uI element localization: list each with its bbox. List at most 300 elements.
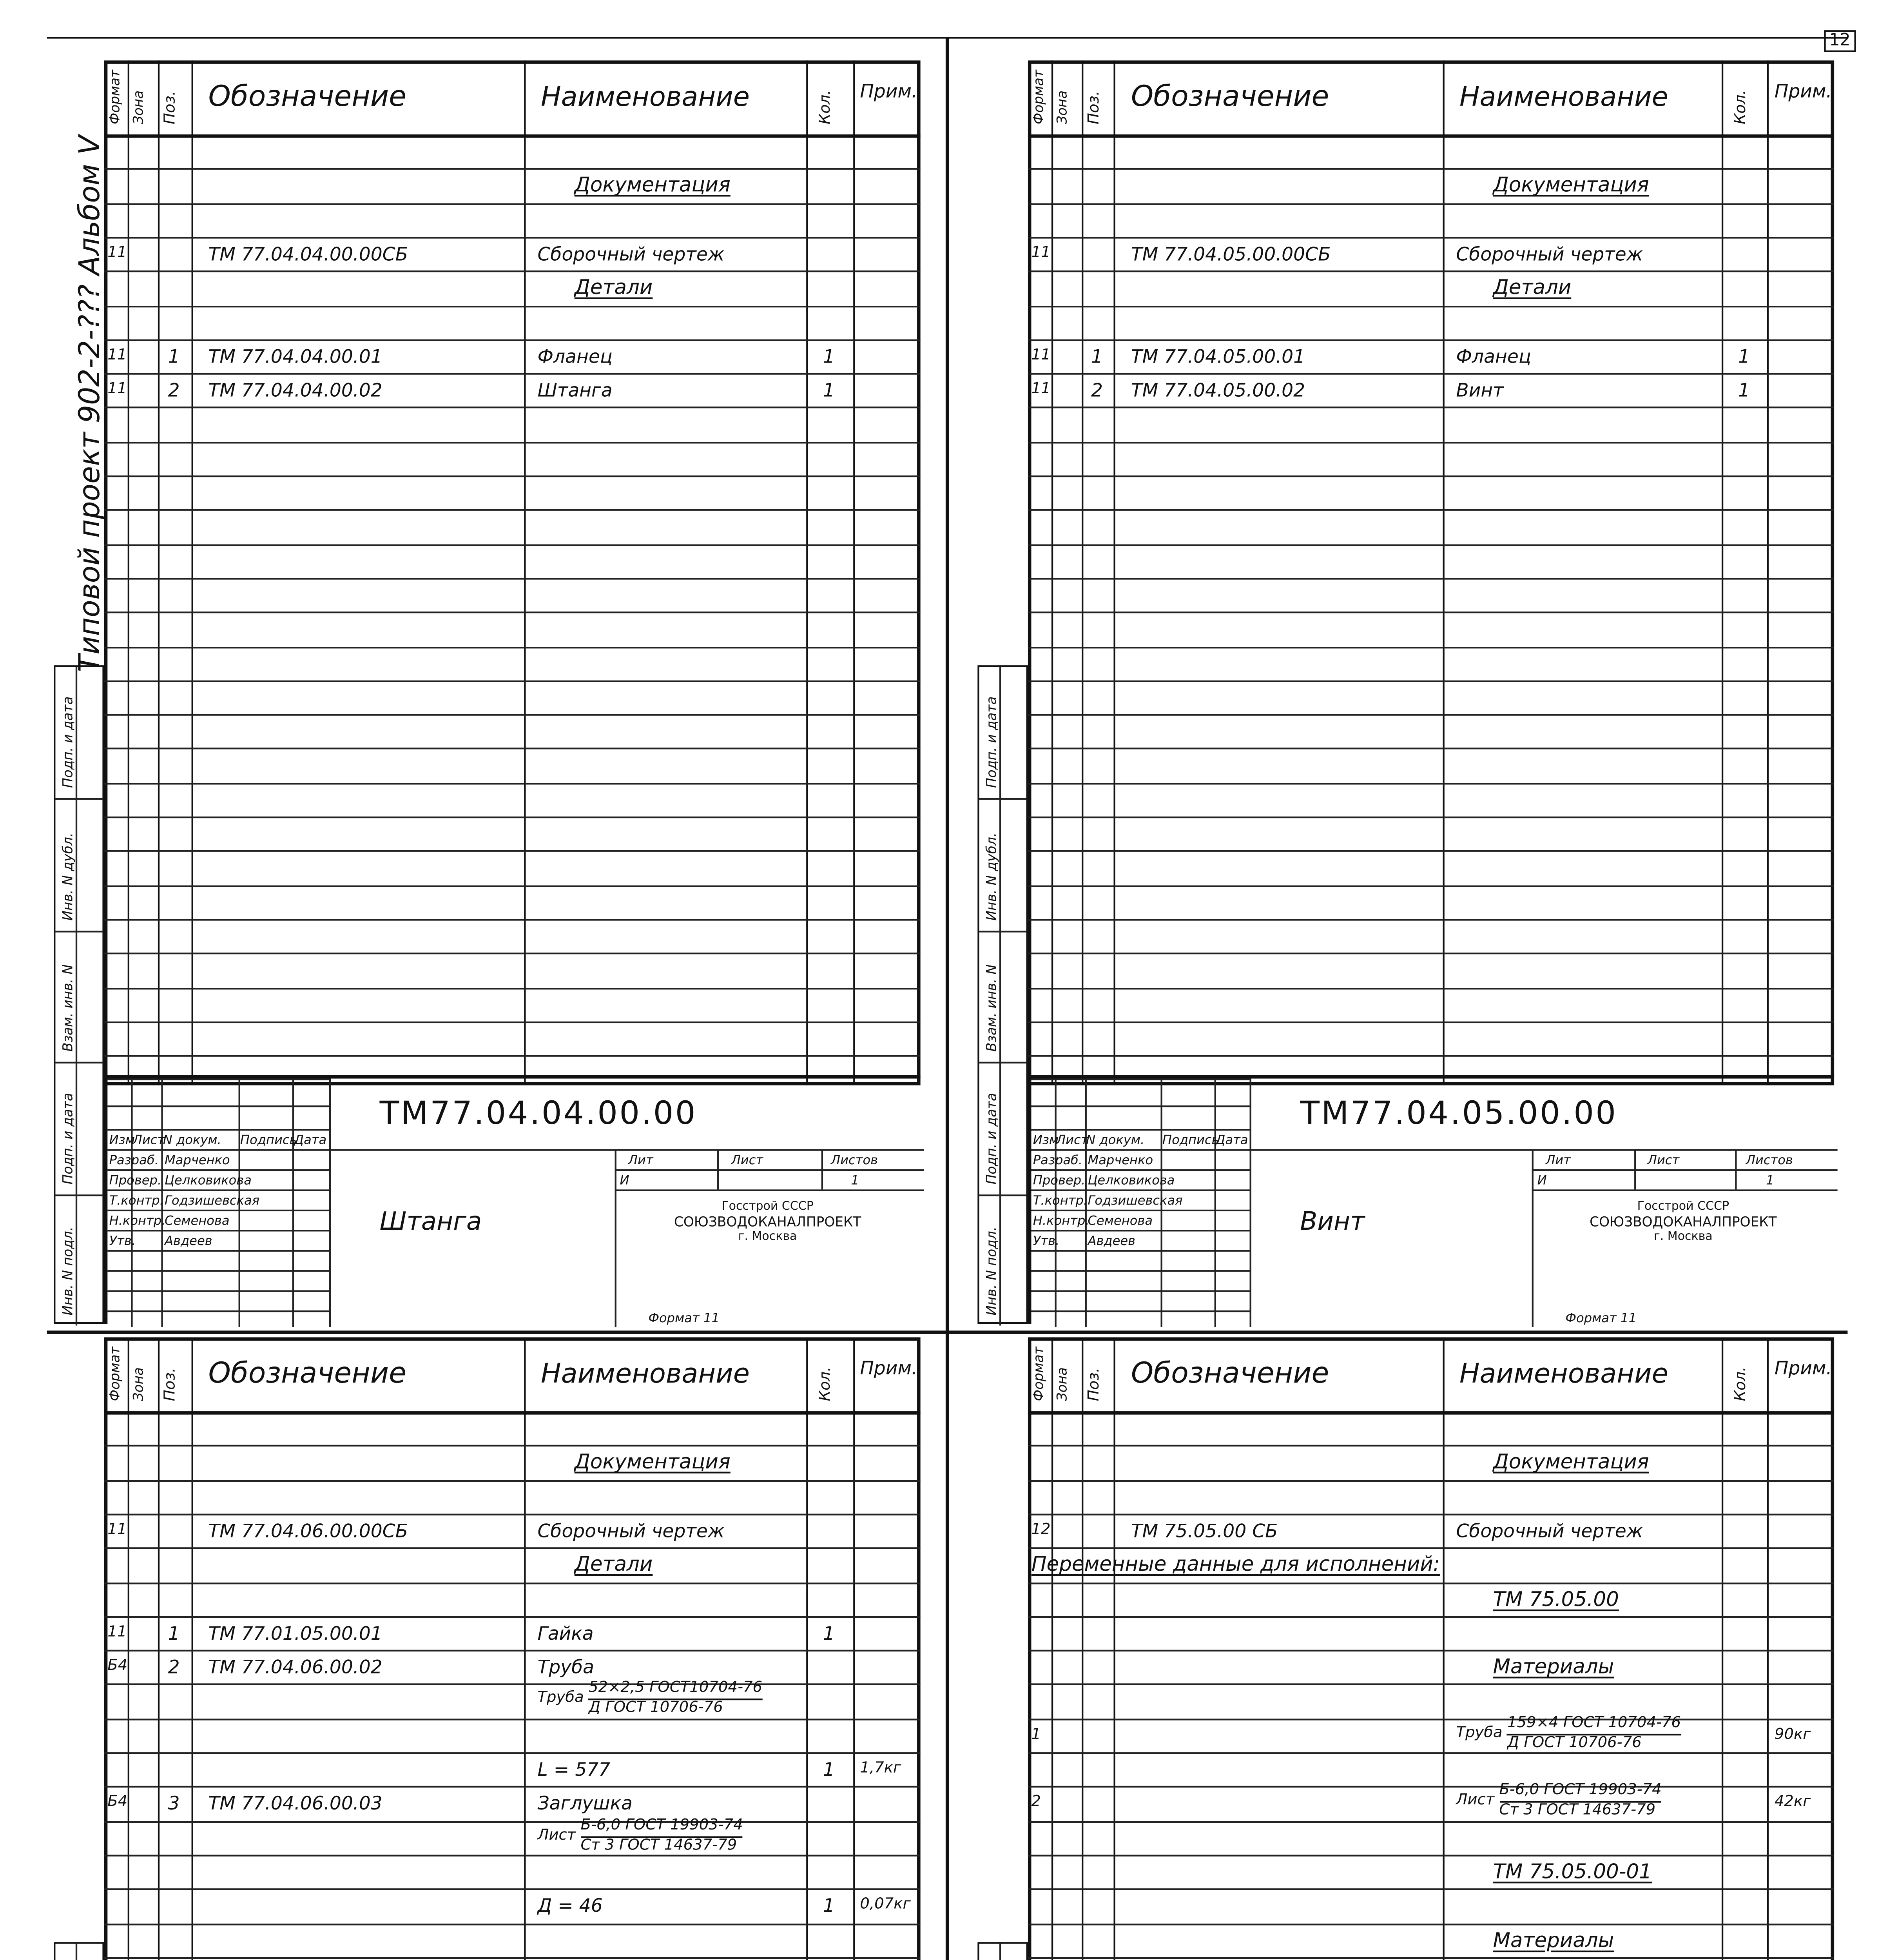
cell-material: Лист Б-6,0 ГОСТ 19903-74 Ст 3 ГОСТ 14637-79	[1456, 1783, 1662, 1820]
tb-list-label: Лист	[731, 1152, 763, 1168]
row-rule	[1028, 373, 1834, 375]
row-rule	[1028, 339, 1834, 341]
side-label: Подп. и дата	[985, 1092, 1000, 1184]
row-rule	[1028, 919, 1834, 920]
row-rule	[1028, 646, 1834, 648]
row-rule	[1028, 1855, 1834, 1856]
tb-lit: Лит	[1546, 1152, 1571, 1168]
section-heading: Документация	[1493, 1450, 1649, 1474]
drawing-code: ТМ77.04.05.00.00	[1300, 1095, 1618, 1132]
column-rule	[1081, 60, 1082, 1085]
tb-row	[1031, 1270, 1250, 1272]
row-rule	[104, 680, 921, 682]
row-rule	[104, 1582, 921, 1583]
cell-pos: 1	[1091, 346, 1103, 368]
row-rule	[1028, 1786, 1834, 1788]
tb-role-razrab: Разраб.	[109, 1152, 159, 1168]
column-rule	[128, 60, 129, 1085]
header-note: Прим.	[1774, 80, 1832, 103]
side-rule	[980, 1194, 1026, 1195]
tb-row	[1031, 1210, 1250, 1211]
cell-name: Гайка	[537, 1622, 594, 1644]
column-rule	[524, 60, 526, 1085]
header-name: Наименование	[1459, 80, 1668, 113]
tb-row	[107, 1078, 329, 1080]
drawing-name: Винт	[1300, 1206, 1365, 1237]
row-rule	[104, 1055, 921, 1057]
row-rule	[1028, 953, 1834, 955]
cell-qty: 1	[823, 1622, 835, 1644]
column-rule	[158, 60, 160, 1085]
cell-name: Заглушка	[537, 1793, 633, 1815]
row-rule	[1028, 1021, 1834, 1023]
tb-row	[107, 1169, 329, 1171]
tb-person: Годзишевская	[165, 1192, 260, 1208]
header-designation: Обозначение	[1131, 1357, 1329, 1391]
header-name: Наименование	[541, 1357, 750, 1390]
cell-name: Сборочный чертеж	[1456, 243, 1643, 265]
row-rule	[104, 1820, 921, 1822]
org-line: СОЮЗВОДОКАНАЛПРОЕКТ	[1590, 1214, 1777, 1230]
tb-row	[107, 1129, 329, 1131]
section-heading: Детали	[574, 1552, 653, 1576]
table-frame	[104, 60, 921, 1085]
cell-designation: Переменные данные для исполнений:	[1031, 1552, 1440, 1576]
org-line: СОЮЗВОДОКАНАЛПРОЕКТ	[674, 1214, 861, 1230]
row-rule	[1028, 1616, 1834, 1617]
tb-role-tkontr: Т.контр.	[109, 1192, 164, 1208]
table-frame	[104, 1337, 921, 1960]
row-rule	[1028, 1820, 1834, 1822]
tb-role-prover: Провер.	[1033, 1172, 1086, 1188]
row-rule	[104, 953, 921, 955]
tb-row	[107, 1189, 329, 1191]
tb-row	[1031, 1310, 1250, 1312]
tb-row	[615, 1169, 924, 1171]
cell-pos: 2	[168, 1657, 180, 1679]
row-rule	[104, 407, 921, 409]
header-pos: Поз.	[163, 91, 180, 125]
tb-row	[1031, 1129, 1250, 1131]
row-rule	[104, 1786, 921, 1788]
cell-qty: 1	[823, 1759, 835, 1781]
column-rule	[1051, 1337, 1053, 1960]
cell-format: 11	[107, 381, 127, 399]
column-rule	[1721, 1337, 1723, 1960]
tb-lit: Лит	[628, 1152, 653, 1168]
column-rule	[524, 1337, 526, 1960]
cell-note: 1,7кг	[860, 1760, 901, 1778]
cell-designation: ТМ 75.05.00 СБ	[1131, 1520, 1278, 1542]
row-rule	[1028, 748, 1834, 750]
row-rule	[1028, 1957, 1834, 1958]
row-rule	[1028, 407, 1834, 409]
cell-note: 90кг	[1774, 1726, 1811, 1744]
cell-name: Сборочный чертеж	[537, 1520, 725, 1542]
tb-role-nkontr: Н.контр.	[109, 1213, 166, 1228]
tb-row	[1532, 1189, 1838, 1191]
row-rule	[1028, 714, 1834, 716]
org-line: г. Москва	[738, 1230, 797, 1243]
cell-name: Сборочный чертеж	[1456, 1520, 1643, 1542]
side-rule	[55, 1194, 102, 1195]
row-rule	[1028, 271, 1834, 272]
cell-designation: ТМ 77.04.04.00.00СБ	[208, 243, 408, 265]
row-rule	[104, 305, 921, 307]
cell-designation: ТМ 77.04.06.00.03	[208, 1793, 383, 1815]
tb-podp: Подпись	[240, 1132, 297, 1148]
header-format: Формат	[1031, 1347, 1047, 1401]
row-rule	[104, 987, 921, 989]
header-zone: Зона	[1054, 1367, 1070, 1401]
cell-name: Фланец	[537, 346, 613, 368]
corner-mark: 12	[1824, 30, 1855, 52]
row-rule	[1028, 305, 1834, 307]
side-rule	[55, 930, 102, 932]
cell-pos: 2	[1091, 379, 1103, 402]
cell-format: 11	[107, 1624, 127, 1641]
side-stamp	[978, 665, 1028, 1324]
spec-sheet-erlift	[1028, 1337, 1834, 1960]
column-rule	[158, 1337, 160, 1960]
tb-person: Авдеев	[165, 1233, 212, 1249]
cell-format: 12	[1031, 1522, 1051, 1539]
row-rule	[104, 1514, 921, 1515]
tb-person: Целковикова	[165, 1172, 252, 1188]
tb-list: Лист	[132, 1132, 165, 1148]
section-heading: Документация	[1493, 173, 1649, 197]
title-block	[104, 1075, 921, 1324]
tb-row	[1031, 1169, 1250, 1171]
cell-designation: ТМ 77.04.04.00.02	[208, 379, 383, 402]
org-line: Госстрой СССР	[721, 1200, 814, 1213]
row-rule	[1028, 1055, 1834, 1057]
side-label: Инв. N подл.	[985, 1227, 1000, 1316]
row-rule	[1028, 544, 1834, 545]
side-col	[76, 667, 77, 1325]
side-rule	[980, 1062, 1026, 1063]
column-rule	[192, 60, 193, 1085]
title-block	[1028, 1075, 1834, 1324]
tb-listov: Листов	[830, 1152, 878, 1168]
row-rule	[1028, 169, 1834, 170]
cell-designation: ТМ 77.04.04.00.01	[208, 346, 383, 368]
tb-row	[1031, 1290, 1250, 1292]
row-rule	[104, 714, 921, 716]
tb-col	[1250, 1078, 1252, 1327]
row-rule	[104, 1923, 921, 1924]
format-label: Формат 11	[1565, 1310, 1637, 1326]
cell-designation: ТМ 77.04.06.00.00СБ	[208, 1520, 408, 1542]
tb-person: Семенова	[165, 1213, 230, 1228]
row-rule	[1028, 680, 1834, 682]
row-rule	[104, 1445, 921, 1447]
album-title: Типовой проект 902-2-??? Альбом V	[74, 135, 108, 672]
cell-note: 0,07кг	[860, 1897, 911, 1914]
column-rule	[853, 1337, 855, 1960]
tb-row	[107, 1270, 329, 1272]
tb-col	[1736, 1149, 1737, 1189]
cell-name: Штанга	[537, 379, 613, 402]
tb-row	[1031, 1078, 1250, 1080]
tb-listov-val: 1	[1766, 1172, 1774, 1188]
org-stamp	[618, 1200, 917, 1245]
tb-row	[1031, 1250, 1250, 1252]
side-stamp	[54, 665, 104, 1324]
section-heading: Материалы	[1493, 1655, 1614, 1679]
header-name: Наименование	[1459, 1357, 1668, 1390]
tb-list-label: Лист	[1647, 1152, 1680, 1168]
side-rule	[980, 799, 1026, 800]
tb-row	[1031, 1230, 1250, 1231]
row-rule	[104, 237, 921, 238]
cell-name: Фланец	[1456, 346, 1531, 368]
side-label: Взам. инв. N	[60, 964, 76, 1052]
format-label: Формат 11	[648, 1310, 720, 1326]
cell-qty: 1	[1738, 346, 1750, 368]
column-rule	[1721, 60, 1723, 1085]
header-designation: Обозначение	[208, 1357, 407, 1391]
row-rule	[1028, 1684, 1834, 1686]
section-heading: Документация	[574, 173, 731, 197]
column-rule	[128, 1337, 129, 1960]
column-rule	[806, 60, 808, 1085]
cell-pos: 3	[168, 1793, 180, 1815]
side-col	[76, 1944, 77, 1960]
header-pos: Поз.	[1086, 1367, 1103, 1401]
row-rule	[1028, 510, 1834, 511]
row-rule	[104, 339, 921, 341]
cell-name: L = 577	[537, 1759, 611, 1781]
row-rule	[104, 851, 921, 852]
tb-row	[107, 1210, 329, 1211]
column-rule	[806, 1337, 808, 1960]
row-rule	[104, 1889, 921, 1890]
header-designation: Обозначение	[1131, 80, 1329, 114]
header-note: Прим.	[860, 80, 917, 103]
tb-role-nkontr: Н.контр.	[1033, 1213, 1089, 1228]
row-rule	[104, 919, 921, 920]
row-rule	[104, 612, 921, 613]
side-rule	[55, 1062, 102, 1063]
side-label: Инв. N подл.	[60, 1227, 76, 1316]
row-rule	[104, 1752, 921, 1754]
cell-name: Труба	[537, 1657, 595, 1679]
tb-row	[1250, 1149, 1837, 1151]
row-rule	[104, 748, 921, 750]
row-rule	[104, 1855, 921, 1856]
row-rule	[1028, 1650, 1834, 1651]
tb-role-utv: Утв.	[109, 1233, 136, 1249]
row-rule	[104, 271, 921, 272]
side-col	[1000, 1944, 1001, 1960]
row-rule	[104, 510, 921, 511]
tb-col	[1634, 1149, 1635, 1189]
tb-row	[1031, 1189, 1250, 1191]
section-heading: ТМ 75.05.00	[1493, 1586, 1619, 1610]
drawing-code: ТМ77.04.04.00.00	[379, 1095, 697, 1132]
drawing-name: Штанга	[379, 1206, 482, 1237]
row-rule	[104, 475, 921, 477]
header-zone: Зона	[131, 90, 146, 125]
row-rule	[104, 1718, 921, 1720]
tb-ndoc: N докум.	[1086, 1132, 1145, 1148]
row-rule	[104, 1684, 921, 1686]
table-frame	[1028, 1337, 1834, 1960]
table-frame	[1028, 60, 1834, 1085]
cell-designation: ТМ 77.01.05.00.01	[208, 1622, 383, 1644]
row-rule	[1028, 817, 1834, 818]
tb-izm: Изм	[109, 1132, 135, 1148]
cell-qty: 1	[823, 346, 835, 368]
tb-row	[107, 1149, 329, 1151]
cell-qty: 1	[823, 1895, 835, 1917]
header-name: Наименование	[541, 80, 750, 113]
cell-format: 2	[1031, 1795, 1041, 1812]
tb-lit-val: И	[1537, 1172, 1547, 1188]
section-heading: Документация	[574, 1450, 731, 1474]
column-rule	[1443, 60, 1444, 1085]
row-rule	[104, 441, 921, 443]
column-rule	[1768, 1337, 1769, 1960]
tb-role-tkontr: Т.контр.	[1033, 1192, 1088, 1208]
tb-row	[1031, 1105, 1250, 1107]
section-heading: Детали	[1493, 276, 1572, 299]
row-rule	[104, 544, 921, 545]
section-heading: Материалы	[1493, 1927, 1614, 1951]
row-rule	[1028, 237, 1834, 238]
row-rule	[104, 1650, 921, 1651]
cell-name: Сборочный чертеж	[537, 243, 725, 265]
tb-role-razrab: Разраб.	[1033, 1152, 1083, 1168]
column-rule	[1081, 1337, 1082, 1960]
tb-row	[329, 1149, 924, 1151]
row-rule	[104, 1479, 921, 1481]
side-stamp	[54, 1942, 104, 1960]
cell-material: Труба 159×4 ГОСТ 10704-76 Д ГОСТ 10706-76	[1456, 1715, 1681, 1752]
tb-izm: Изм	[1033, 1132, 1059, 1148]
tb-row	[107, 1105, 329, 1107]
tb-row	[1532, 1169, 1838, 1171]
tb-col	[1532, 1149, 1534, 1327]
tb-role-utv: Утв.	[1033, 1233, 1060, 1249]
tb-podp: Подпись	[1162, 1132, 1219, 1148]
cell-pos: 1	[168, 346, 180, 368]
cell-format: Б4	[107, 1658, 128, 1675]
header-qty: Кол.	[818, 1367, 835, 1401]
header-pos: Поз.	[163, 1367, 180, 1401]
tb-row	[1031, 1149, 1250, 1151]
column-rule	[1114, 1337, 1116, 1960]
header-format: Формат	[107, 1347, 123, 1401]
header-zone: Зона	[131, 1367, 146, 1401]
tb-ndoc: N докум.	[163, 1132, 221, 1148]
tb-listov: Листов	[1746, 1152, 1793, 1168]
row-rule	[104, 373, 921, 375]
header-designation: Обозначение	[208, 80, 407, 114]
spec-sheet-vint	[985, 60, 1834, 1326]
tb-person: Целковикова	[1088, 1172, 1175, 1188]
tb-date: Дата	[294, 1132, 327, 1148]
tb-row	[107, 1250, 329, 1252]
row-rule	[1028, 1582, 1834, 1583]
row-rule	[1028, 885, 1834, 886]
row-rule	[104, 646, 921, 648]
header-note: Прим.	[1774, 1357, 1832, 1379]
tb-role-prover: Провер.	[109, 1172, 162, 1188]
org-stamp	[1535, 1200, 1831, 1245]
cell-designation: ТМ 77.04.06.00.02	[208, 1657, 383, 1679]
row-rule	[1028, 1923, 1834, 1924]
tb-date: Дата	[1215, 1132, 1248, 1148]
row-rule	[1028, 1514, 1834, 1515]
row-rule	[1028, 782, 1834, 784]
cell-pos: 1	[168, 1622, 180, 1644]
tb-person: Годзишевская	[1088, 1192, 1183, 1208]
column-rule	[1443, 1337, 1444, 1960]
cell-designation: ТМ 77.04.05.00.01	[1131, 346, 1305, 368]
row-rule	[1028, 851, 1834, 852]
spec-sheet-kolpak	[104, 1337, 921, 1960]
cell-note: 42кг	[1774, 1795, 1811, 1812]
side-stamp	[978, 1942, 1028, 1960]
tb-col	[718, 1149, 719, 1189]
cell-format: 11	[1031, 347, 1051, 365]
column-rule	[853, 60, 855, 1085]
row-rule	[104, 1957, 921, 1958]
horizontal-divider	[47, 1330, 1847, 1333]
side-rule	[55, 799, 102, 800]
vertical-divider	[946, 37, 948, 1960]
side-label: Инв. N дубл.	[985, 832, 1000, 920]
row-rule	[1028, 1479, 1834, 1481]
side-col	[1000, 667, 1001, 1325]
side-label: Подп. и дата	[60, 697, 76, 789]
tb-row	[107, 1290, 329, 1292]
header-qty: Кол.	[818, 90, 835, 125]
cell-designation: ТМ 77.04.05.00.00СБ	[1131, 243, 1331, 265]
cell-format: 11	[107, 245, 127, 262]
header-zone: Зона	[1054, 90, 1070, 125]
tb-col	[329, 1078, 331, 1327]
row-rule	[104, 169, 921, 170]
tb-lit-val: И	[620, 1172, 629, 1188]
tb-person: Семенова	[1088, 1213, 1153, 1228]
header-format: Формат	[107, 69, 123, 125]
cell-format: 11	[107, 1522, 127, 1539]
row-rule	[1028, 1752, 1834, 1754]
row-rule	[104, 203, 921, 204]
row-rule	[1028, 1445, 1834, 1447]
tb-list: Лист	[1056, 1132, 1088, 1148]
side-label: Инв. N дубл.	[60, 832, 76, 920]
row-rule	[104, 578, 921, 579]
column-rule	[1114, 60, 1116, 1085]
tb-row	[107, 1230, 329, 1231]
row-rule	[1028, 1548, 1834, 1549]
cell-format: Б4	[107, 1795, 128, 1812]
tb-col	[821, 1149, 822, 1189]
cell-qty: 1	[1738, 379, 1750, 402]
section-heading: ТМ 75.05.00-01	[1493, 1859, 1652, 1883]
row-rule	[1028, 1889, 1834, 1890]
tb-person: Авдеев	[1088, 1233, 1136, 1249]
header-note: Прим.	[860, 1357, 917, 1379]
tb-row	[615, 1189, 924, 1191]
cell-name: Винт	[1456, 379, 1504, 402]
row-rule	[104, 817, 921, 818]
tb-col	[615, 1149, 616, 1327]
